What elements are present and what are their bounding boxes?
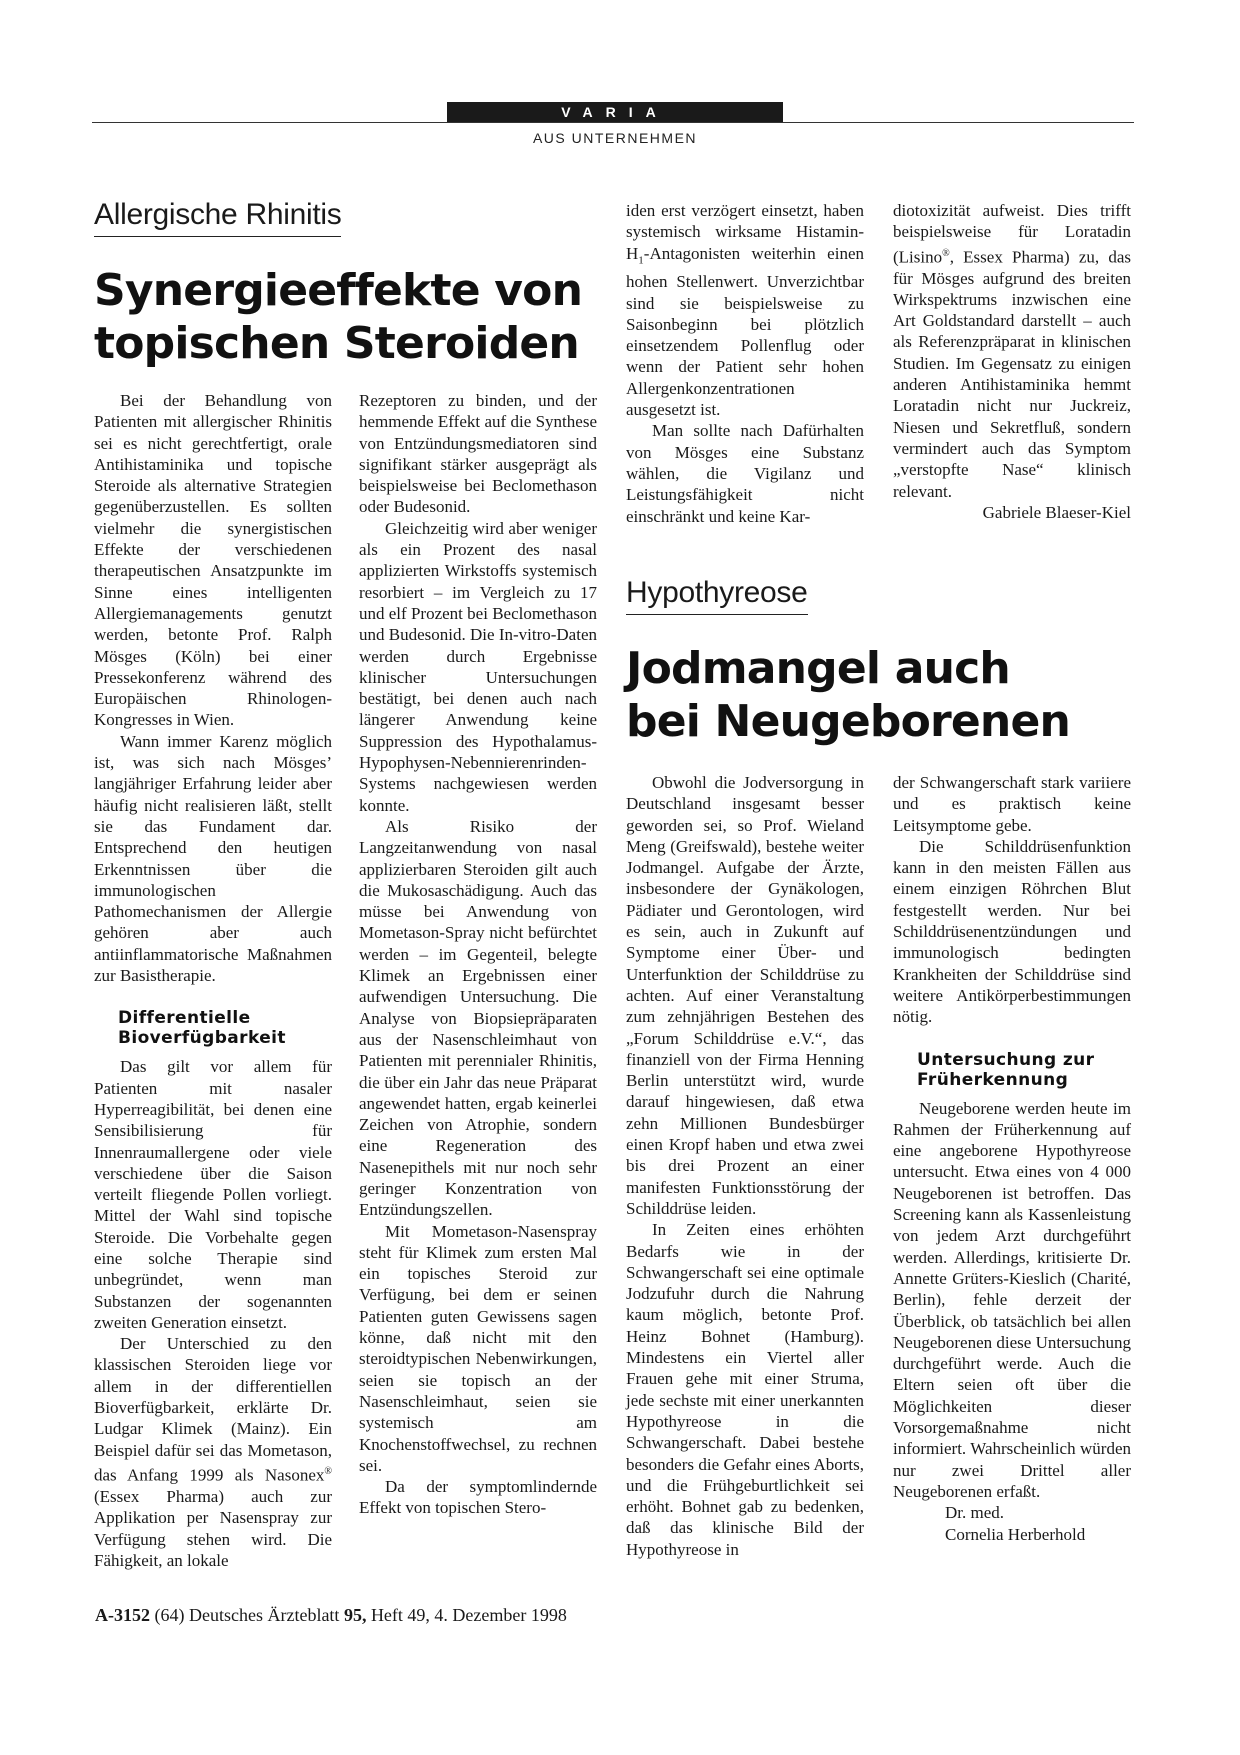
footer-issue: Heft 49, 4. Dezember 1998 bbox=[366, 1605, 567, 1625]
article2-author-title: Dr. med. bbox=[945, 1503, 1005, 1523]
paragraph: Obwohl die Jodversorgung in Deutschland insgesamt besser geworden sei, so Prof. Wieland Meng (Greifswald), bestehe weiter Jodmangel. Aufgabe der Ärzte, insbesondere der Gynäkologen, Pädiater und Gerontologen, wird es sein, auch in Zukunft auf Symptome einer Über- und Unterfunktion der Schilddrüse zu achten. Auf einer Veranstaltung zum zehnjährigen Bestehen des „Forum Schilddrüse e.V.“, das finanziell von der Firma Henning Berlin unterstützt wird, wurde darauf hingewiesen, daß etwa zehn Millionen Bundesbürger einen Kropf haben und etwa zwei bis drei Prozent an einer manifesten Funktionsstörung der Schilddrüse leiden. bbox=[626, 773, 864, 1218]
registered-mark: ® bbox=[942, 247, 950, 259]
paragraph: Als Risiko der Langzeitanwendung von nasal applizierbaren Steroiden gilt auch die Mukosaschädigung. Auch das müsse bei Anwendung von Mometason-Spray nicht befürchtet werden – im Gegenteil, belegte Klimek an Ergebnissen einer aufwendigen Untersuchung. Die Analyse von Biopsiepräparaten aus der Nasenschleimhaut von Patienten mit perennialer Rhinitis, die über ein Jahr das neue Präparat angewendet hatten, ergab keinerlei Zeichen von Atrophie, sondern eine Regeneration des Nasenepithels mit nur noch sehr geringer Konzentration von Entzündungszellen. bbox=[359, 816, 597, 1220]
article2-author-name: Cornelia Herberhold bbox=[945, 1524, 1086, 1544]
paragraph: der Schwangerschaft stark variiere und es praktisch keine Leitsymptome gebe. bbox=[893, 773, 1131, 835]
subsection-label: AUS UNTERNEHMEN bbox=[532, 130, 698, 146]
article1-column-4 bbox=[893, 200, 1131, 523]
text: iden erst verzögert einsetzt, haben systemisch wirksame Histamin-H bbox=[626, 201, 864, 263]
footer-volume: 95, bbox=[343, 1605, 367, 1625]
article2-subheading bbox=[917, 1050, 1131, 1090]
subheading-line: Untersuchung zur bbox=[917, 1049, 1095, 1070]
article1-column-2 bbox=[359, 390, 597, 1519]
page-footer bbox=[95, 1605, 567, 1626]
subscript: 1 bbox=[638, 253, 644, 266]
paragraph: Neugeborene werden heute im Rahmen der Früherkennung auf eine angeborene Hypothyreose untersucht. Etwa eines von 4 000 Neugeborenen ist betroffen. Das Screening kann als Kassenleistung von jedem Arzt durchgeführt werden. Allerdings, kritisierte Dr. Annette Grüters-Kieslich (Charité, Berlin), fehle derzeit der Überblick, ob tatsächlich bei allen Neugeborenen diese Untersuchung durchgeführt werde. Auch die Eltern seien oft über die Möglichkeiten dieser Vorsorgemaßnahme nicht informiert. Wahrscheinlich würden nur zwei Drittel aller Neugeborenen erfaßt. bbox=[893, 1098, 1131, 1501]
paragraph: Die Schilddrüsenfunktion kann in den meisten Fällen aus einem einzigen Röhrchen Blut festgestellt werden. Nur bei Schilddrüsenentzündungen und immunologisch bedingten Krankheiten der Schilddrüse sind weitere Antikörperbestimmungen nötig. bbox=[893, 836, 1131, 1027]
paragraph: Wann immer Karenz möglich ist, was sich nach Mösges’ langjähriger Erfahrung leider aber häufig nicht realisieren läßt, stellt sie das Fundament dar. Entsprechend den heutigen Erkenntnissen über die immunologischen Pathomechanismen der Allergie gehören aber auch antiinflammatorische Maßnahmen zur Basistherapie. bbox=[94, 731, 332, 986]
registered-mark: ® bbox=[324, 1465, 332, 1477]
header-rule bbox=[92, 122, 1134, 123]
subheading-line: Früherkennung bbox=[917, 1069, 1069, 1090]
paragraph: Gleichzeitig wird aber weniger als ein Prozent des nasal applizierten Wirkstoffs systemisch resorbiert – im Vergleich zu 17 und elf Prozent bei Beclomethason und Budesonid. Die In-vitro-Daten werden durch Ergebnisse klinischer Untersuchungen bestätigt, bei denen auch nach längerer Anwendung keine Suppression des Hypothalamus-Hypophysen-Nebennierenrinden-Systems nachgewiesen werden konnte. bbox=[359, 518, 597, 815]
section-label: VARIA bbox=[447, 102, 783, 123]
article1-headline-line2: topischen Steroiden bbox=[94, 318, 579, 369]
text: -Antagonisten weiterhin einen hohen Stellenwert. Unverzichtbar sind sie beispielsweise zu Saisonbeginn bei plötzlich einsetzendem Pollenflug oder wenn der Patient sehr hohen Allergenkonzentrationen ausgesetzt ist. bbox=[626, 243, 864, 420]
text: , Essex Pharma) zu, das für Mösges aufgrund des breiten Wirkspektrums inzwischen eine Art Goldstandard darstellt – auch als Referenzpräparat in klinischen Studien. Im Gegensatz zu einigen anderen Antihistaminika hemmt Loratadin nicht nur Juckreiz, Niesen und Sekretfluß, sondern vermindert auch das Symptom „verstopfte Nase“ klinisch relevant. bbox=[893, 247, 1131, 501]
paragraph: Man sollte nach Dafürhalten von Mösges eine Substanz wählen, die Vigilanz und Leistungsfähigkeit nicht einschränkt und keine Kar- bbox=[626, 421, 864, 526]
article1-headline-line1: Synergieeffekte von bbox=[94, 265, 583, 316]
paragraph: Bei der Behandlung von Patienten mit allergischer Rhinitis sei es nicht gerechtfertigt, orale Antihistaminika und topische Steroide als alternative Strategien gegenüberzustellen. Es sollten vielmehr die synergistischen Effekte der verschiedenen therapeutischen Ansatzpunkte im Sinne eines intelligenten Allergiemanagements genutzt werden, betonte Prof. Ralph Mösges (Köln) bei einer Pressekonferenz während des Europäischen Rhinologen-Kongresses in Wien. bbox=[94, 391, 332, 730]
subheading-line: Differentielle bbox=[118, 1008, 251, 1029]
subheading-line: Bioverfügbarkeit bbox=[118, 1028, 286, 1049]
article2-column-2 bbox=[893, 772, 1131, 1545]
article1-column-3 bbox=[626, 200, 864, 527]
article1-column-1 bbox=[94, 390, 332, 1571]
paragraph: Da der symptomlindernde Effekt von topischen Stero- bbox=[359, 1477, 597, 1518]
article1-subheading bbox=[118, 1008, 332, 1048]
article1-kicker: Allergische Rhinitis bbox=[94, 198, 341, 237]
page-number: A-3152 bbox=[95, 1605, 150, 1625]
article1-headline bbox=[94, 264, 582, 370]
article2-kicker: Hypothyreose bbox=[626, 576, 808, 615]
paragraph bbox=[893, 200, 1131, 502]
article2-headline-line2: bei Neugeborenen bbox=[626, 696, 1071, 747]
article2-column-1 bbox=[626, 772, 864, 1560]
paragraph: Das gilt vor allem für Patienten mit nasaler Hyperreagibilität, bei denen eine Sensibilisierung für Innenraumallergene oder viele verschiedene über die Saison verteilt fliegende Pollen vorliegt. Mittel der Wahl sind topische Steroide. Die Vorbehalte gegen eine solche Therapie sind unbegründet, wenn man Substanzen der sogenannten zweiten Generation einsetzt. bbox=[94, 1057, 332, 1332]
article1-author: Gabriele Blaeser-Kiel bbox=[982, 502, 1131, 522]
article2-headline bbox=[626, 642, 1070, 748]
paragraph bbox=[94, 1333, 332, 1571]
footer-text: (64) Deutsches Ärzteblatt bbox=[150, 1605, 344, 1625]
paragraph: Rezeptoren zu binden, und der hemmende Effekt auf die Synthese von Entzündungsmediatoren sind signifikant stärker ausgeprägt als beispielsweise bei Beclomethason oder Budesonid. bbox=[359, 391, 597, 517]
paragraph: Mit Mometason-Nasenspray steht für Klimek zum ersten Mal ein topisches Steroid zur Verfügung, bei dem er seinen Patienten guten Gewissens sagen könne, daß nicht mit den steroidtypischen Nebenwirkungen, seien sie topisch an der Nasenschleimhaut, seien sie systemisch am Knochenstoffwechsel, zu rechnen sei. bbox=[359, 1221, 597, 1475]
article2-headline-line1: Jodmangel auch bbox=[626, 643, 1010, 694]
paragraph bbox=[626, 200, 864, 420]
text: Der Unterschied zu den klassischen Steroiden liege vor allem in der differentiellen Bioverfügbarkeit, erklärte Dr. Ludgar Klimek (Mainz). Ein Beispiel dafür sei das Mometason, das Anfang 1999 als Nasonex bbox=[94, 1334, 332, 1485]
text: diotoxizität aufweist. Dies trifft beispielsweise für Loratadin (Lisino bbox=[893, 201, 1131, 267]
text: (Essex Pharma) auch zur Applikation per Nasenspray zur Verfügung stehen wird. Die Fähigkeit, an lokale bbox=[94, 1486, 332, 1570]
paragraph: In Zeiten eines erhöhten Bedarfs wie in der Schwangerschaft sei eine optimale Jodzufuhr durch die Nahrung kaum möglich, betonte Prof. Heinz Bohnet (Hamburg). Mindestens ein Viertel aller Frauen gehe mit einer Struma, jede sechste mit einer unerkannten Hypothyreose in die Schwangerschaft. Dabei bestehe besonders die Gefahr eines Aborts, und die Frühgeburtlichkeit sei erhöht. Bohnet gab zu bedenken, daß das klinische Bild der Hypothyreose in bbox=[626, 1220, 864, 1559]
